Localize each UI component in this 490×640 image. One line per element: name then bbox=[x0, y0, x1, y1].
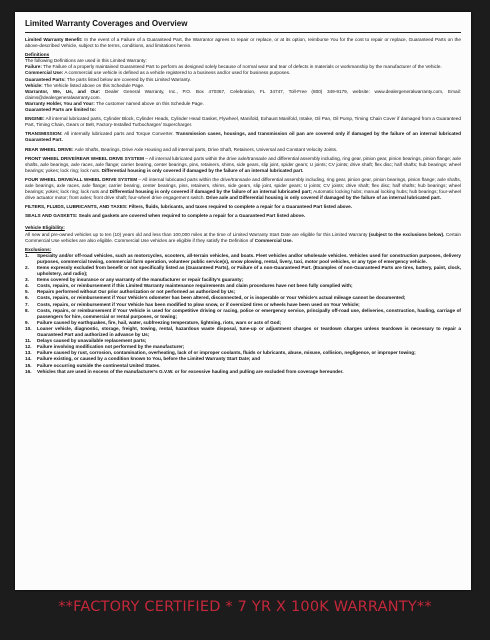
coverage-four-wheel-drive bbox=[25, 177, 461, 201]
exclusion-item bbox=[25, 253, 461, 265]
exclusion-number: 7. bbox=[25, 301, 29, 307]
exclusions-section bbox=[25, 247, 461, 375]
coverage-text: Automatic locking hubs; manual locking hubs; hub bearings; four-wheel drive actuator motor; front axles; front drive shaft; four-wheel drive engagement switch. bbox=[25, 189, 461, 201]
exclusion-text: Costs, repairs, or reimbursement if Your Vehicle has been modified to plow snow, or if oversized tires or wheels have been used on Your Vehicle; bbox=[37, 301, 360, 307]
coverage-label: ENGINE: bbox=[25, 116, 45, 122]
coverage-condition: Drive axle and Differential housing is only covered if damaged by the failure of an internal lubricated part. bbox=[206, 195, 442, 201]
exclusions-heading: Exclusions: bbox=[25, 246, 52, 252]
coverage-engine bbox=[25, 116, 461, 128]
exclusion-number: 8. bbox=[25, 307, 29, 313]
eligibility-section bbox=[25, 225, 461, 243]
exclusion-text: Specialty and/or off-road vehicles, such as motorcycles, scooters, all-terrain vehicles, and boats. Fleet vehicles and/or wholesale vehicles. Vehicles used for construction purposes, delivery purposes, commercial towing, commercial farm operation, volunteer public service(s), snow plowing, rental, livery, taxi, motor pool vehicles, or any type of emergency vehicle. bbox=[37, 252, 461, 264]
exclusion-item bbox=[25, 369, 461, 375]
coverage-text: All internally lubricated parts and Torque Converter. bbox=[64, 131, 174, 137]
exclusion-number: 5. bbox=[25, 289, 29, 295]
exclusion-item bbox=[25, 265, 461, 277]
coverage-filters: FILTERS, FLUIDS, LUBRICANTS, AND TAXES: Filters, fluids, lubricants, and taxes required to complete a repair for a Guaranteed Part listed above. bbox=[25, 204, 353, 210]
document-title: Limited Warranty Coverages and Overview bbox=[25, 19, 188, 28]
coverage-front-wheel-drive bbox=[25, 156, 461, 174]
exclusion-text: Delays caused by unavailable replacement parts; bbox=[37, 338, 147, 344]
exclusion-text: Loaner vehicle, diagnostic, storage, freight, towing, rental, hazardous waste disposal, tune-up or adjustment charges or teardown charges unless teardown is necessary to repair a Guaranteed Part and authorized in advance by Us; bbox=[37, 325, 461, 338]
warranty-banner: **FACTORY CERTIFIED * 7 YR X 100K WARRANTY** bbox=[58, 599, 432, 615]
exclusion-text: Repairs performed without Our prior authorization or not performed as authorized by Us; bbox=[37, 289, 236, 295]
definition-label: Failure: bbox=[25, 64, 42, 70]
benefit-text: In the event of a Failure of a Guaranteed Part, the Warrantor agrees to repair or replace, or at its option, reimburse You for the cost to repair or replace, Guaranteed Parts on the above-described Vehicle, subject to the terms, conditions, and limitations herein. bbox=[25, 37, 461, 49]
definition-text: The parts listed below are covered by this Limited Warranty. bbox=[66, 76, 191, 82]
coverage-text: – All internal lubricated parts within the drive/transaxle and differential assembly including, ring gear, pinion gear, pinion bearings, pinion flange; axle shafts, axle bearings, axle races, axle flange; carrier bearing, center bearings, pins, retainers, shims, side gears, slip joint, spider gears; U joints; CV joints; drive shaft; flex disc; half shafts; hub bearings; wheel bearings; yokes; lock ring; lock nuts and bbox=[25, 176, 461, 195]
exclusion-text: Costs, repairs, or reimbursement if Your Vehicle's odometer has been altered, disconnected, or is inoperable or Your Vehicle's actual mileage cannot be documented; bbox=[37, 295, 406, 301]
coverage-condition: Differential housing is only covered if damaged by the failure of an internal lubricated part. bbox=[101, 167, 304, 173]
exclusion-text: Failure occurring outside the continental United States. bbox=[37, 362, 161, 368]
definition-text: A commercial use vehicle is defined as a vehicle registered to a business and/or used for business purposes. bbox=[64, 70, 291, 76]
exclusion-text: Failure caused by earthquakes, fire, hail, water, subfreezing temperature, lightning, riots, wars or acts of God; bbox=[37, 319, 282, 325]
definition-text: The Vehicle listed above on this Schedule Page. bbox=[43, 82, 145, 88]
exclusion-item bbox=[25, 326, 461, 338]
exclusion-number: 12. bbox=[25, 344, 32, 350]
benefit-paragraph bbox=[25, 37, 461, 49]
eligibility-heading: Vehicle Eligibility: bbox=[25, 225, 65, 231]
exclusion-number: 15. bbox=[25, 362, 32, 368]
coverage-label: TRANSMISSION: bbox=[25, 131, 63, 137]
definition-label: Warranty Holder, You and Your: bbox=[25, 100, 95, 106]
exclusion-number: 4. bbox=[25, 283, 29, 289]
definition-label: Guaranteed Parts: bbox=[25, 76, 66, 82]
definitions-intro: The following Definitions are used in this Limited Warranty: bbox=[25, 58, 147, 64]
coverage-text: All internal lubricated parts, Cylinder Block, Cylinder Heads, Cylinder Head Gasket, Flywheel, Manifold, Exhaust Manifold, Intake, Oil Pan, Oil Pump, Timing Chain Cover if damaged from a Guaranteed Part, Timing Chain, Gears or Belt, Factory-Installed Turbocharger/ Supercharger. bbox=[25, 116, 461, 128]
exclusion-text: Items covered by insurance or any warranty of the manufacturer or repair facility's guaranty; bbox=[37, 277, 244, 283]
eligibility-note: (subject to the exclusions below). bbox=[368, 231, 445, 237]
exclusion-number: 11. bbox=[25, 338, 32, 344]
coverage-text: – All internal lubricated parts within the drive axle/transaxle and differential assembly including, ring gear, pinion gear, pinion bearings, pinion flange; axle shafts, axle bearings, axle races, axle flange; carrier bearing, center bearings, pins, retainers, shims, side gears, slip joint, spider gears; U joints; CV joints; drive shaft; flex disc; half shafts; hub bearings; wheel bearings; yokes; lock ring; lock nuts. bbox=[25, 155, 461, 173]
exclusion-number: 9. bbox=[25, 319, 29, 325]
definition-text: The customer named above on this Schedule Page. bbox=[96, 100, 204, 106]
exclusion-number: 2. bbox=[25, 265, 29, 270]
exclusion-number: 16. bbox=[25, 368, 32, 374]
definition-label: Warrantor, We, Us, and Our: bbox=[25, 88, 101, 94]
exclusion-text: Costs, repairs, or reimbursement if this Limited Warranty maintenance requirements and claim procedures have not been fully complied with; bbox=[37, 283, 353, 289]
coverage-text: Axle Shafts, Bearings, Drive Axle Housing and all internal parts, Drive Shaft, Retainers, Universal and Constant Velocity Joints. bbox=[74, 146, 338, 152]
exclusion-text: Failure caused by rust, corrosion, contamination, overheating, lack of or improper coolants, fluids or lubricants, abuse, misuse, collision, negligence, or improper towing; bbox=[37, 350, 416, 356]
eligibility-note: Commercial Use. bbox=[254, 237, 293, 243]
definitions-heading: Definitions bbox=[25, 52, 50, 58]
exclusion-number: 14. bbox=[25, 356, 32, 362]
coverage-label: FOUR WHEEL DRIVE/ALL WHEEL DRIVE SYSTEM bbox=[25, 176, 138, 182]
exclusion-number: 3. bbox=[25, 277, 29, 283]
exclusion-text: Failure existing, or caused by a condition known to You, before the Limited Warranty Start Date; and bbox=[37, 356, 261, 362]
exclusion-text: Vehicles that are used in excess of the manufacturer's G.V.W. or for excessive hauling and pulling are excluded from coverage hereunder. bbox=[37, 368, 344, 374]
exclusions-list bbox=[25, 253, 461, 375]
coverage-label: FRONT WHEEL DRIVE/REAR WHEEL DRIVE SYSTEM bbox=[25, 155, 144, 161]
definition-text: The Failure of a properly maintained Guaranteed Part to perform as designed solely because of normal wear and tear of defects in materials or workmanship by the manufacturer of the Vehicle. bbox=[43, 64, 442, 70]
coverage-condition: Differential housing is only covered if damaged by the failure of an internal lubricated part; bbox=[109, 189, 312, 195]
definition-text: Dealer General Warranty, Inc., P.O. Box 470367, Celebration, FL 34747, Toll-Free (800) 349-9179, website: bbox=[104, 88, 370, 94]
definition-label: Commercial Use: bbox=[25, 70, 64, 76]
coverage-rear-wheel-drive bbox=[25, 147, 461, 153]
exclusion-number: 13. bbox=[25, 350, 32, 356]
coverage-transmission bbox=[25, 131, 461, 143]
coverage-label: REAR WHEEL DRIVE: bbox=[25, 146, 74, 152]
definitions-section bbox=[25, 52, 461, 113]
definition-label: Vehicle: bbox=[25, 82, 43, 88]
warranty-document bbox=[15, 12, 471, 590]
exclusion-number: 10. bbox=[25, 325, 32, 331]
eligibility-text: Certain Commercial Use vehicles are also eligible. Commercial Use vehicles are eligible if they satisfy the Definition of bbox=[25, 231, 461, 243]
exclusion-number: 6. bbox=[25, 295, 29, 301]
coverage-seals: SEALS AND GASKETS: Seals and gaskets are covered when required to complete a repair for a Guaranteed Part listed above. bbox=[25, 213, 306, 219]
definition-warrantor bbox=[25, 89, 461, 101]
benefit-label: Limited Warranty Benefit: bbox=[25, 37, 83, 42]
exclusion-text: Failure involving modification not performed by the manufacturer; bbox=[37, 344, 185, 350]
exclusion-text: Items expressly excluded from benefit or not specifically listed as (Guaranteed Parts), or Failure of a non-Guaranteed Part. (Examples of non-Guaranteed Parts are tires, battery, paint, clock, upholstery, and radio); bbox=[37, 265, 461, 277]
coverage-condition: Transmission cases, housings, and transmission oil pan are covered only if damaged by the failure of an internal lubricated Guaranteed Part. bbox=[25, 131, 461, 143]
exclusion-item bbox=[25, 308, 461, 320]
guaranteed-parts-intro: Guaranteed Parts are limited to: bbox=[25, 107, 97, 113]
exclusion-text: Costs, repairs, or reimbursement if Your Vehicle is used for competitive driving or racing, police or emergency service, principally off-road use, deliveries, construction, hauling, carriage of passengers for hire, commercial or rental purposes, or towing; bbox=[37, 307, 461, 319]
eligibility-text: All new and pre-owned vehicles up to ten (10) years old and less than 100,000 miles at the time of Limited Warranty Start Date are eligible for this Limited Warranty bbox=[25, 231, 368, 237]
title-divider bbox=[25, 32, 461, 33]
exclusion-number: 1. bbox=[25, 252, 29, 258]
warrantor-website: www.dealergeneralwarranty.com, Email: claims@dealergeneralwarranty.com. bbox=[25, 88, 461, 100]
